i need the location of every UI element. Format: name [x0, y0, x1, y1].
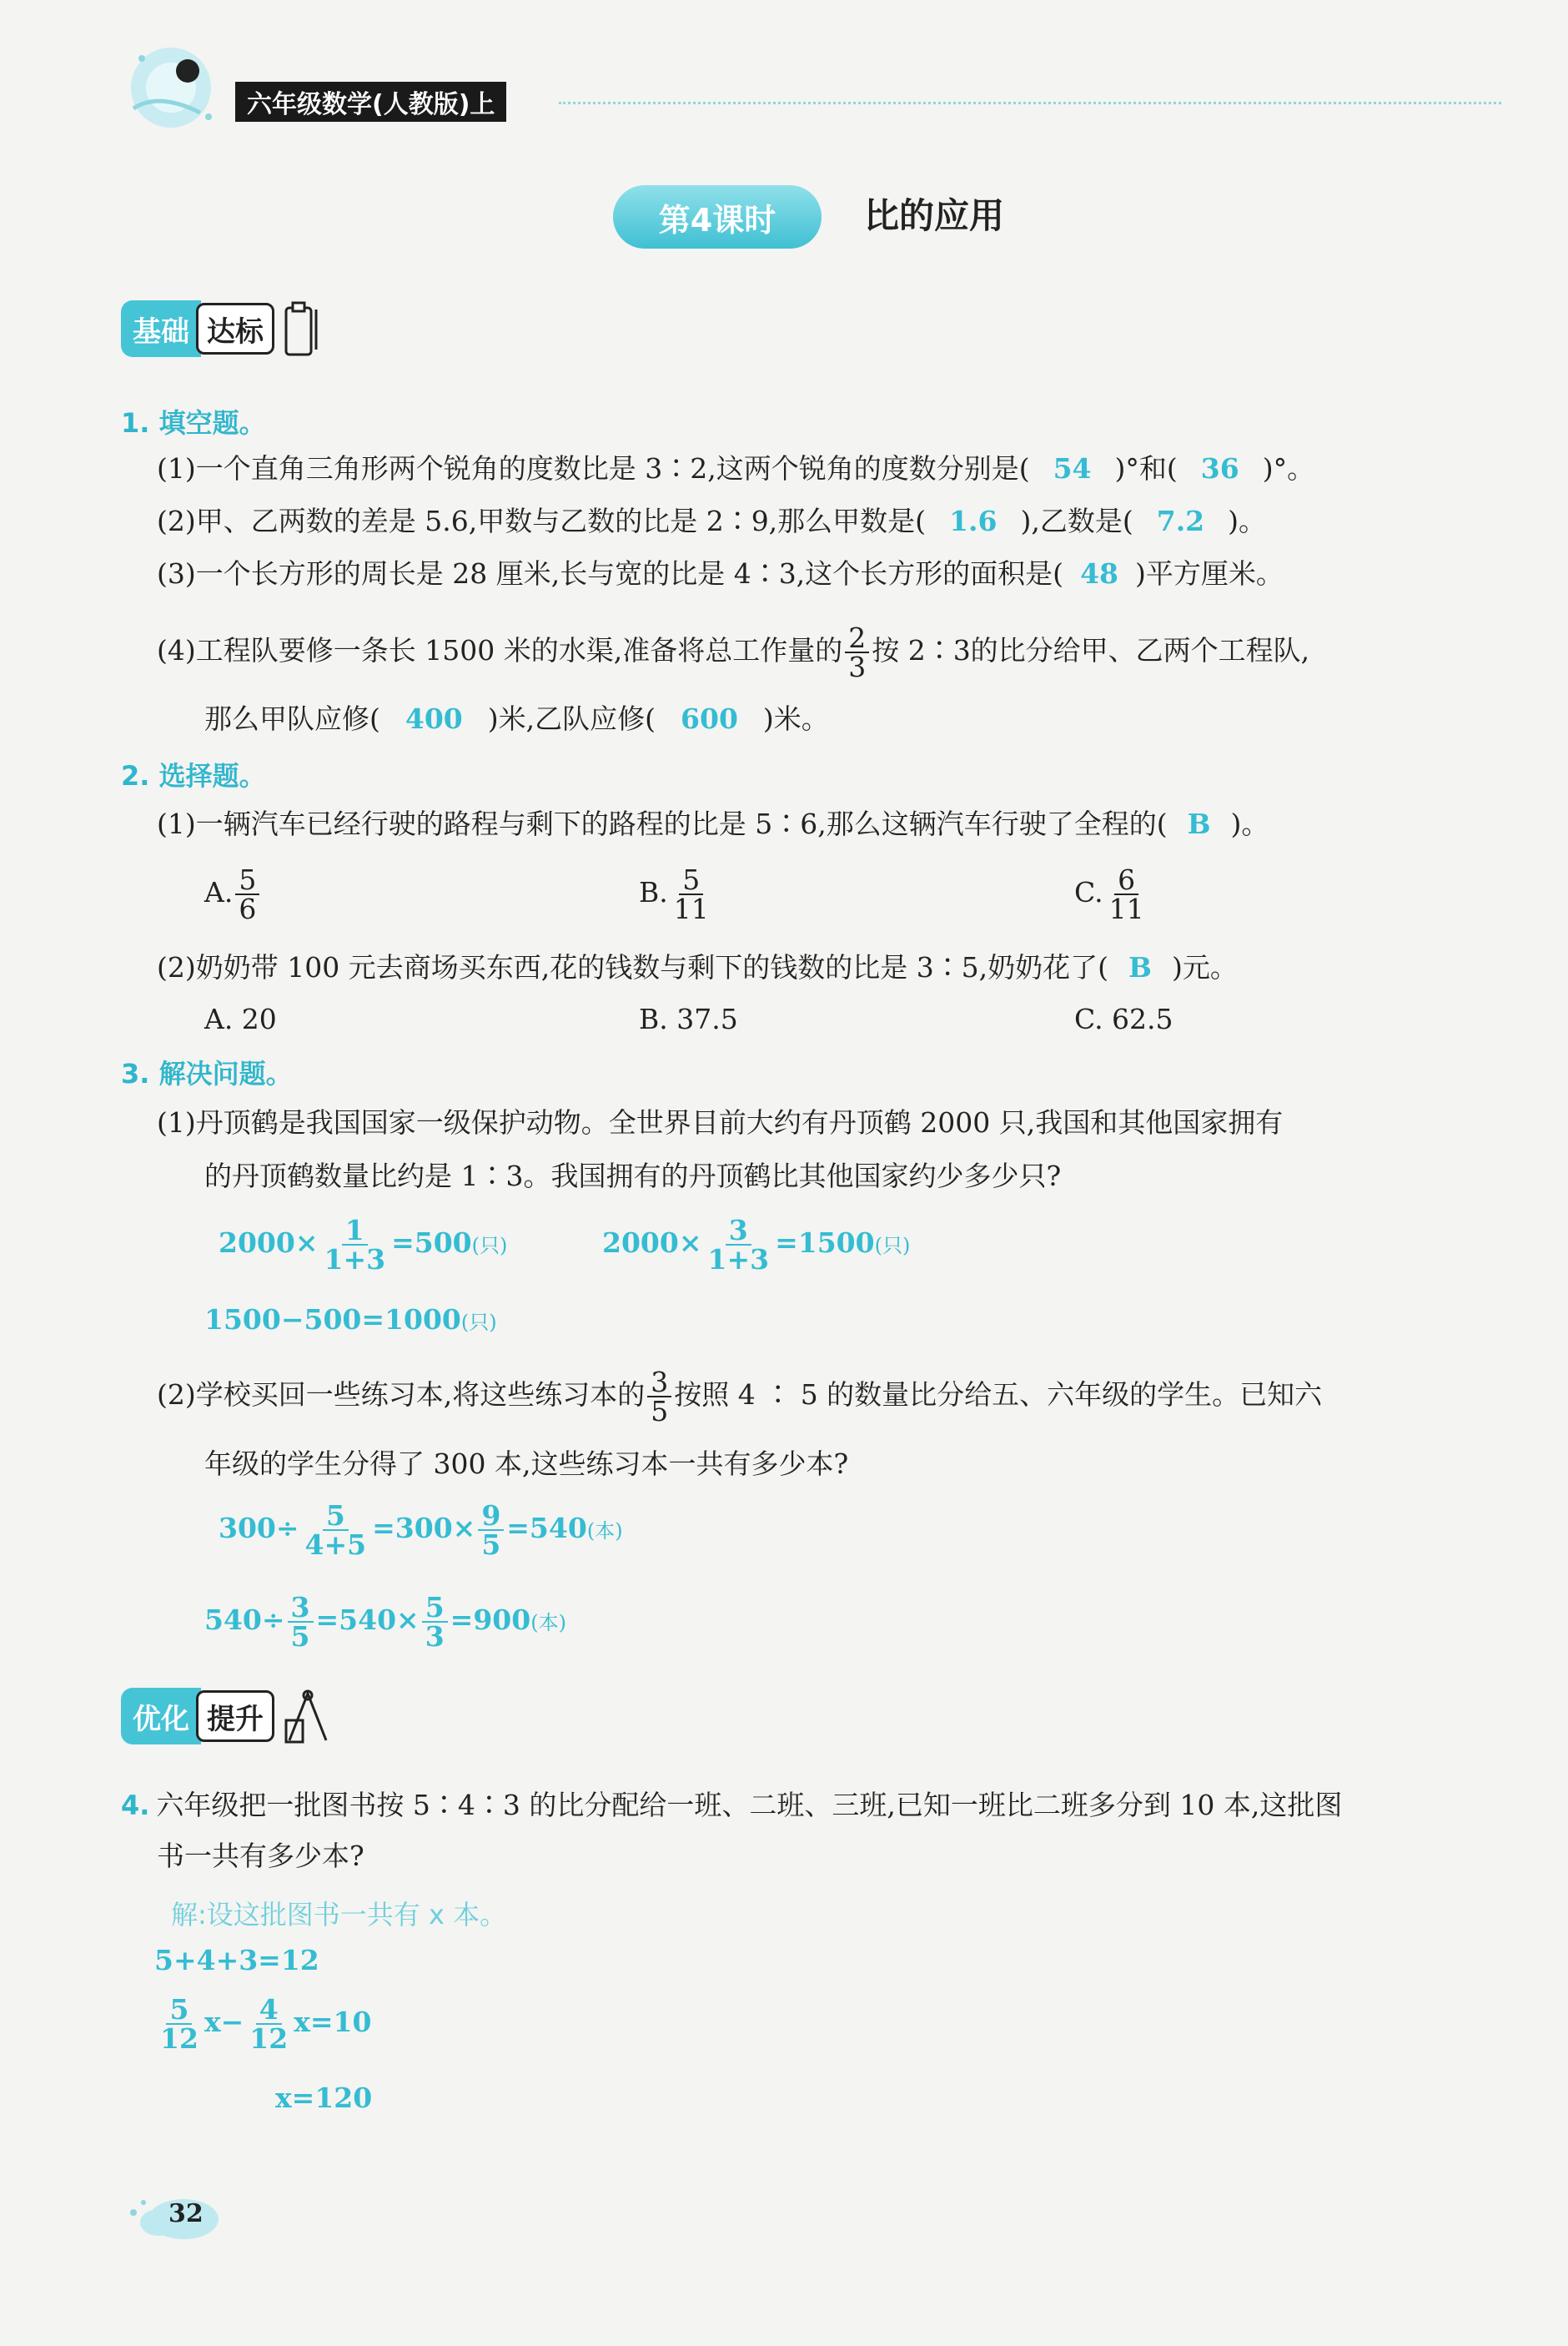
q3-s2-b: 540÷ $\frac{3}{5}$ =540× $\frac{5}{3}$ =900(本)	[204, 1591, 566, 1653]
answer: B	[1187, 808, 1211, 840]
q2-option-b: B. $\frac{5}{11}$	[639, 863, 709, 925]
section-advanced-label-b: 提升	[196, 1690, 274, 1742]
answer: 400	[405, 702, 463, 735]
q2-heading: 2. 选择题。	[121, 760, 266, 792]
answer: 48	[1080, 557, 1118, 590]
section-basic-label-b: 达标	[196, 303, 274, 355]
q3-p1-line2: 的丹顶鹤数量比约是 1∶3。我国拥有的丹顶鹤比其他国家约少多少只?	[204, 1160, 1062, 1192]
q3-p2-line2: 年级的学生分得了 300 本,这些练习本一共有多少本?	[204, 1447, 849, 1480]
q1-heading: 1. 填空题。	[121, 407, 266, 439]
answer: 1.6	[949, 505, 998, 537]
page-number-badge	[125, 2187, 225, 2246]
q1-item-4-line2: 那么甲队应修( 400 )米,乙队应修( 600 )米。	[204, 702, 829, 735]
answer: 7.2	[1156, 505, 1205, 537]
q2-option-c: C. $\frac{6}{11}$	[1074, 863, 1144, 925]
header-book-title	[235, 82, 506, 122]
q2-item-2-option-b: B. 37.5	[639, 1003, 738, 1035]
answer: 54	[1053, 452, 1092, 485]
answer: 36	[1200, 452, 1239, 485]
q1-item-1: (1)一个直角三角形两个锐角的度数比是 3∶2,这两个锐角的度数分别是( 54 )°和( 36 )°。	[157, 452, 1315, 485]
q4-step-1: 5+4+3=12	[154, 1944, 319, 1976]
lesson-tag: 第4课时	[613, 185, 822, 249]
q2-item-1: (1)一辆汽车已经行驶的路程与剩下的路程的比是 5∶6,那么这辆汽车行驶了全程的( B )。	[157, 808, 1269, 840]
q3-heading: 3. 解决问题。	[121, 1058, 293, 1090]
q2-option-a: A. $\frac{5}{6}$	[204, 866, 262, 923]
q4-step-2: $\frac{5}{12}$ x− $\frac{4}{12}$ x=10	[160, 1993, 372, 2055]
answer: B	[1128, 951, 1152, 984]
q2-item-2-option-a: A. 20	[204, 1003, 277, 1035]
q4-step-3: x=120	[275, 2082, 373, 2114]
q4-solution-hint: 解:设这批图书一共有 x 本。	[171, 1899, 507, 1931]
q2-item-2: (2)奶奶带 100 元去商场买东西,花的钱数与剩下的钱数的比是 3∶5,奶奶花了( B )元。	[157, 951, 1238, 984]
q4-line1: 4. 六年级把一批图书按 5∶4∶3 的比分配给一班、二班、三班,已知一班比二班多分到 10 本,这批图	[121, 1789, 1343, 1821]
clipboard-icon	[283, 300, 323, 358]
answer: 600	[681, 702, 738, 735]
section-advanced-label-a: 优化	[121, 1688, 201, 1744]
header-divider	[559, 102, 1501, 104]
book-name: 六年级数学	[247, 90, 372, 119]
q3-p1-line1: (1)丹顶鹤是我国国家一级保护动物。全世界目前大约有丹顶鹤 2000 只,我国和其他国家拥有	[157, 1106, 1284, 1139]
book-edition: (人教版)	[372, 90, 470, 119]
q1-item-3: (3)一个长方形的周长是 28 厘米,长与宽的比是 4∶3,这个长方形的面积是( 48 )平方厘米。	[157, 557, 1284, 590]
q3-s1-a: 2000× $\frac{1}{1+3}$ =500(只)	[219, 1214, 508, 1276]
q4-line2: 书一共有多少本?	[157, 1840, 364, 1872]
header-logo-icon	[108, 33, 234, 133]
q1-item-2: (2)甲、乙两数的差是 5.6,甲数与乙数的比是 2∶9,那么甲数是( 1.6 ),乙数是( 7.2 )。	[157, 505, 1267, 537]
q2-item-2-option-c: C. 62.5	[1074, 1003, 1173, 1035]
ruler-compass-icon	[283, 1687, 329, 1745]
q3-p2-line1: (2)学校买回一些练习本,将这些练习本的 $\frac{3}{5}$ 按照 4 ∶ 5 的数量比分给五、六年级的学生。已知六	[157, 1366, 1323, 1427]
lesson-title: 比的应用	[864, 195, 1005, 236]
section-basic-label-a: 基础	[121, 300, 201, 357]
fraction: $\frac{2}{3}$	[845, 624, 869, 681]
q3-s2-a: 300÷ $\frac{5}{4+5}$ =300× $\frac{9}{5}$ =540(本)	[219, 1499, 623, 1561]
page-number: 32	[168, 2199, 204, 2228]
book-volume: 上	[470, 90, 495, 119]
section-basic-tag	[121, 296, 323, 361]
section-advanced-tag	[121, 1684, 329, 1749]
q3-s1-c: 1500−500=1000(只)	[204, 1303, 497, 1336]
q3-s1-b: 2000× $\frac{3}{1+3}$ =1500(只)	[602, 1214, 911, 1276]
q1-item-4-line1: (4)工程队要修一条长 1500 米的水渠,准备将总工作量的 $\frac{2}{3}$ 按 2∶3的比分给甲、乙两个工程队,	[157, 622, 1310, 683]
